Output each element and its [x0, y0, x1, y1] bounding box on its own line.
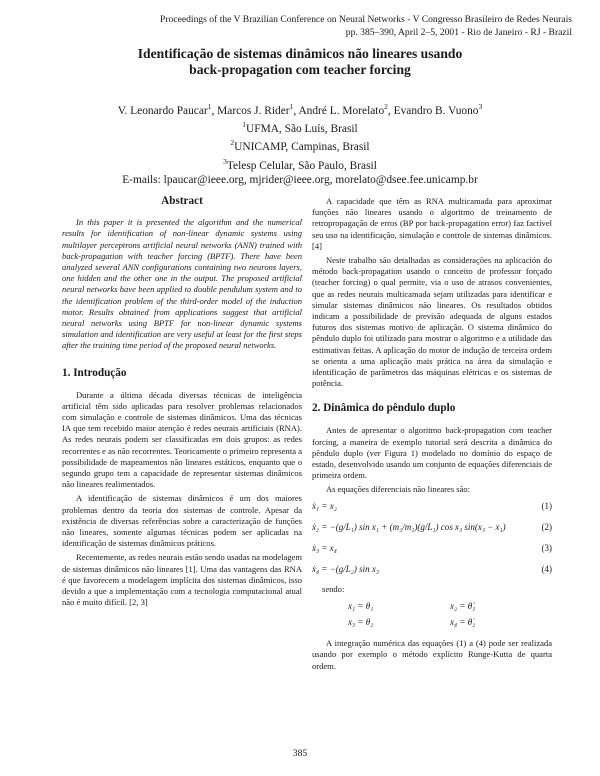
affiliation-2 [0, 136, 600, 154]
header-line-2: pp. 385–390, April 2–5, 2001 - Rio de Janeiro - RJ - Brazil [345, 26, 572, 38]
author-name: Evandro B. Vuono [393, 104, 479, 117]
paragraph: Neste trabalho são detalhadas as considerações na aplicación do método back-propagation usando o conceito de professor forçado (teacher forcing) o qual permite, via o uso de atrasos convenientes, que as redes neurais multicamada sejam utilizadas para identificar e simular sistemas dinâmicos não lineares. Os resultados obtidos indicam a possibilidade de previsão adequada de alguns estados futuros dos sistemas motivo de aplicação. O sistema dinâmico do pêndulo duplo foi utilizado para mostrar o algoritmo e a utilidade das estimativas feitas. A aplicação do motor de indução de terceira ordem se orienta a uma aplicação mais prática na área da simulação e identificação de parâmetros das máquinas elétricas e os sistemas de potência. [312, 255, 552, 389]
abstract-heading: Abstract [161, 195, 203, 207]
author-name: Marcos J. Rider [217, 104, 290, 117]
affiliation-number: 2 [230, 138, 235, 148]
affiliation-3 [0, 155, 600, 173]
section-2-heading: 2. Dinâmica do pêndulo duplo [312, 402, 456, 415]
affiliation-text: UNICAMP, Campinas, Brasil [234, 141, 370, 154]
affiliation-mark: 2 [384, 102, 388, 111]
paragraph: A capacidade que têm as RNA multicamada para aproximar funções não lineares usando o algoritmo de treinamento de retropropagação de erros (BP por back-propagation error) faz factível seu uso na identificação, simulação e controle de sistemas dinâmicos. [4] [312, 196, 552, 251]
variable-definition: x₂ = θ̇₁ [450, 600, 476, 611]
equation-expression: ẋ₂ = −(g/L₁) sin x₁ + (m₂/m₁)(g/L₁) cos x₃ sin(x₃ − x₁) [312, 522, 506, 533]
author-name: V. Leonardo Paucar [117, 104, 208, 117]
paragraph: A integração numérica das equações (1) a (4) pode ser realizada usando por exemplo o método explícito Runge-Kutta de quarta ordem. [312, 638, 552, 671]
equation-expression: ẋ₄ = −(g/L₂) sin x₃ [312, 564, 380, 575]
abstract-text: In this paper it is presented the algorithm and the numerical results for identification of non-linear dynamic systems using multilayer perceptrons artificial neural networks (ANN) trained with back-propagation with teacher forcing (BPTF). There have been analyzed several ANN configurations containing two neurons layers, one hidden and the other one in the output. The proposed artificial neural networks have been applied to double pendulum system and to the identification problem of the third-order model of the induction motor. Results obtained from applications suggest that artificial neural networks using BPTF for non-linear dynamic systems simulation and identification are very useful at least for the first steps after the training time period of the proposed neural networks. [62, 217, 302, 351]
abstract-section [62, 196, 302, 352]
right-column [312, 196, 552, 675]
equation-4 [312, 560, 552, 580]
affiliation-1 [0, 118, 600, 136]
proceedings-header [112, 14, 572, 39]
page-number: 385 [292, 748, 308, 759]
equation-number: (3) [541, 543, 552, 554]
affiliation-mark: 3 [478, 102, 483, 111]
section-1-heading: 1. Introdução [62, 366, 127, 379]
paragraph: As equações diferenciais não lineares são: [326, 484, 471, 495]
affiliation-text: UFMA, São Luís, Brasil [246, 123, 358, 135]
paragraph: Antes de apresentar o algoritmo back-propagation com teacher forcing, a maneira de exemplo tutorial será descrita a dinâmica do pêndulo duplo (ver Figura 1) modelado no domínio do espaço de estado, desenvolvido usando um conjunto de equações diferenciais de primeira ordem. [312, 425, 552, 481]
author-emails: E-mails: lpaucar@ieee.org, mjrider@ieee.org, morelato@dsee.fee.unicamp.br [122, 173, 478, 186]
author-names: V. Leonardo Paucar$^1$, Marcos J. Rider$^1$, André L. Morelato$^2$, Evandro B. Vuono$^3$ [117, 102, 483, 117]
left-column [62, 196, 302, 612]
affiliation-number: 1 [242, 120, 247, 130]
title-line-2: back-propagation com teacher forcing [189, 62, 411, 78]
equation-number: (2) [541, 522, 552, 533]
author-name: André L. Morelato [298, 104, 385, 117]
sendo-label: sendo: [322, 583, 345, 594]
affiliation-mark: 1 [207, 102, 212, 111]
affiliation-text: Telesp Celular, São Paulo, Brasil [226, 159, 377, 172]
header-line-1: Proceedings of the V Brazilian Conference on Neural Networks - V Congresso Brasileiro de Redes Neurais [160, 14, 572, 25]
equation-number: (1) [541, 501, 552, 512]
variable-definitions [348, 601, 552, 628]
affiliation-number: 3 [223, 156, 227, 166]
paragraph: A identificação de sistemas dinâmicos é um dos maiores problemas dentro da teoria dos sistemas de controle. Apesar da existência de diversas referências sobre a caracterização de funções não lineares, somente algumas técnicas podem ser aplicadas na identificação de sistemas dinâmicos práticos. [62, 493, 302, 549]
paragraph: Recentemente, as redes neurais estão sendo usadas na modelagem de sistemas dinâmicos não lineares [1]. Uma das vantagens das RNA é que favorecem a modelagem implícita dos sistemas dinâmicos, isso devido a que a implementação com a tecnologia computacional atual não é muito difícil. [2, 3] [62, 552, 302, 608]
equation-number: (4) [541, 564, 552, 575]
equation-expression: ẋ₃ = x₄ [312, 543, 337, 554]
equation-2 [312, 518, 552, 538]
paragraph: Durante a última década diversas técnicas de inteligência artificial têm sido aplicadas para resolver problemas relacionados com simulação e controle de sistemas dinâmicos. Uma das técnicas IA que tem recebido maior atenção é redes neurais artificiais (RNA). As redes neurais podem ser classificadas em dois grupos: as redes recorrentes e as não recorrentes. Teoricamente o primeiro representa a possibilidade de mapeamentos não lineares estáticos, enquanto que o segundo grupo tem a capacidade de representar sistemas dinâmicos não lineares realimentados. [62, 389, 302, 490]
equation-1 [312, 500, 552, 514]
variable-definition: x₃ = θ₂ [348, 617, 374, 628]
author-block [0, 100, 600, 187]
variable-definition: x₄ = θ̇₂ [450, 617, 476, 628]
affiliation-mark: 1 [289, 102, 294, 111]
equation-expression: ẋ₁ = x₂ [312, 501, 337, 512]
equation-3 [312, 542, 552, 556]
variable-definition: x₁ = θ₁ [348, 600, 374, 611]
paper-title [0, 46, 600, 78]
title-line-1: Identificação de sistemas dinâmicos não lineares usando [137, 46, 463, 61]
